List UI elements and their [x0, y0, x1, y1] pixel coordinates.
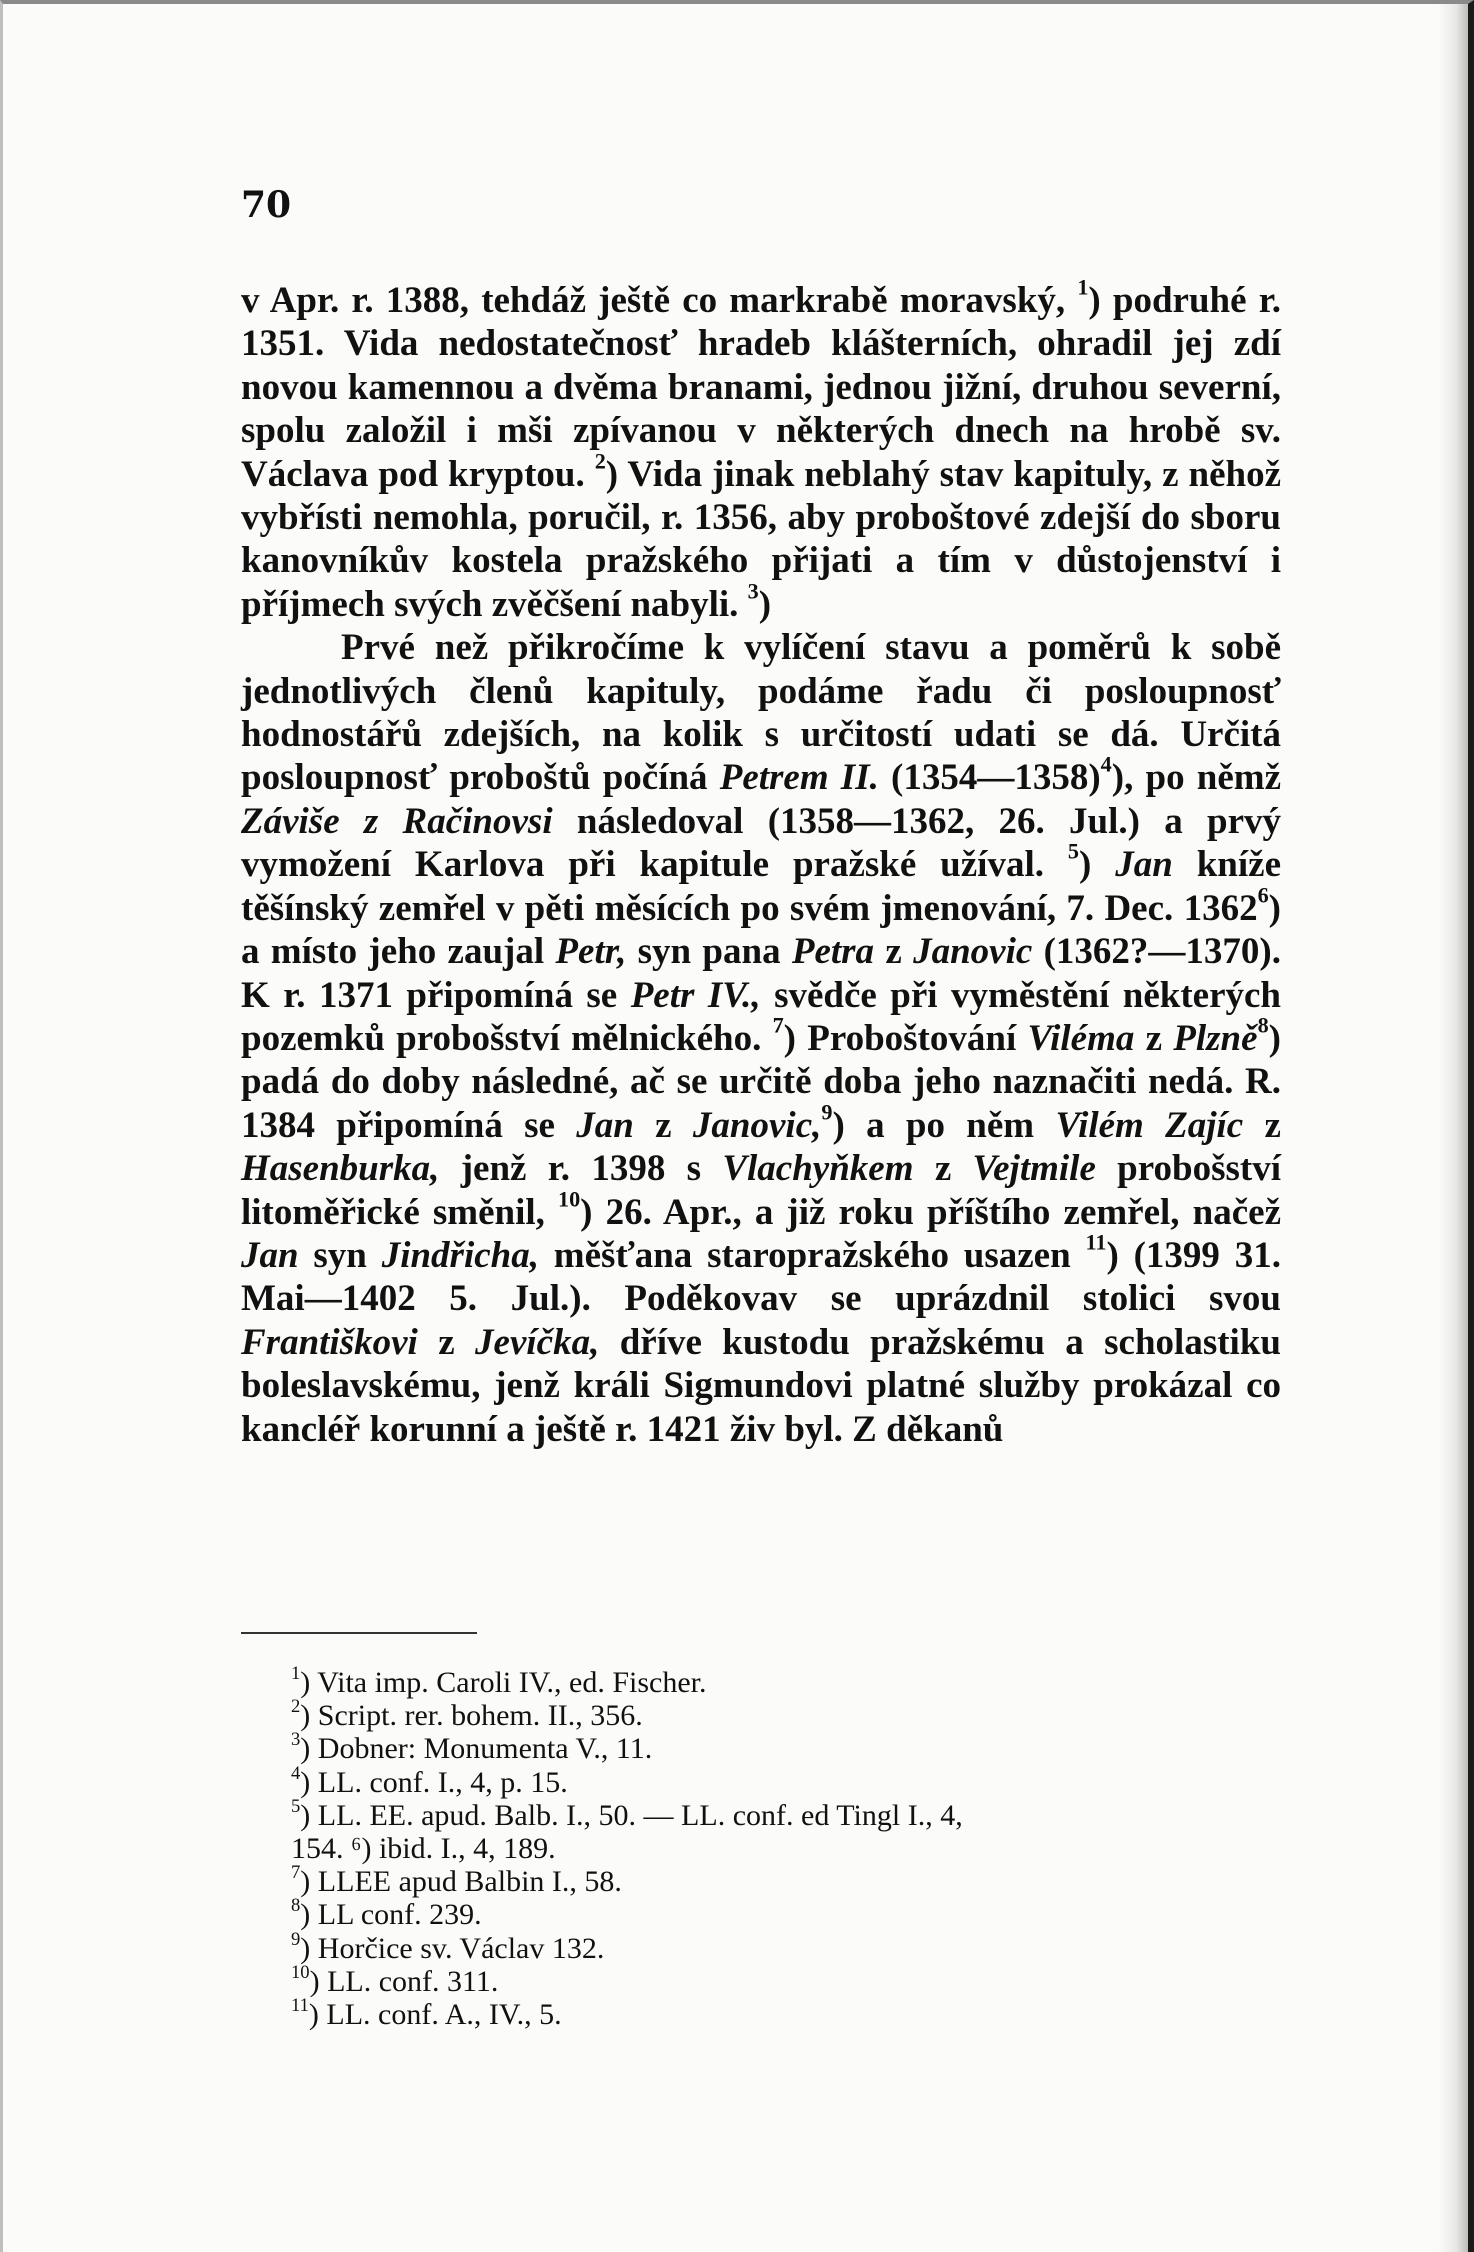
- text-run: (1354—1358): [878, 757, 1101, 799]
- footnote-number: 3: [291, 1729, 301, 1751]
- footnote-item: [291, 1795, 1271, 1832]
- footnote-number: 10: [291, 1961, 310, 1983]
- footnote-ref: 1: [1077, 274, 1089, 300]
- text-run: ) Vida jinak neblahý stav kapituly, z něhož vybřísti nemohla, poručil, r. 1356, aby proboštové zdejší do sboru kanovníkův kostela pražského přijati a tím v důstojenství i příjmech svých zvěčšení nabyli.: [241, 453, 1281, 625]
- paragraph-2: [241, 626, 1281, 1451]
- footnote-ref: 4: [1100, 751, 1112, 777]
- footnote-text: ) LL. conf. I., 4, p. 15.: [300, 1765, 568, 1799]
- text-run: syn pana: [626, 931, 792, 973]
- italic-name: Vejtmile: [972, 1148, 1096, 1190]
- footnote-text: ) LLEE apud Balbin I., 58.: [300, 1865, 622, 1899]
- footnote-ref: 3: [747, 578, 759, 604]
- footnote-text: 154. ⁶) ibid. I., 4, 189.: [291, 1832, 556, 1866]
- italic-name: Františkovi: [241, 1321, 418, 1363]
- text-run: svědče při vyměstění některých pozemků probošství mělnického.: [241, 974, 1281, 1059]
- italic-name: Petr IV.,: [630, 974, 761, 1016]
- footnote-item: [291, 1662, 1271, 1699]
- italic-name: Hasenburka,: [241, 1148, 440, 1190]
- text-run: ) (1399 31. Mai—1402 5. Jul.). Poděkovav se uprázdnil stolici svou: [241, 1234, 1281, 1320]
- text-run: ) padá do doby následné, ač se určitě doba jeho naznačiti nedá. R. 1384 připomíná se: [241, 1017, 1281, 1146]
- footnote-number: 1: [291, 1662, 301, 1684]
- text-run: měšťana staropražského usazen: [538, 1234, 1086, 1276]
- footnote-ref: 8: [1257, 1012, 1269, 1038]
- italic-name: Janovic,: [692, 1104, 822, 1146]
- text-run: ) Proboštování: [783, 1017, 1028, 1059]
- page-number: 70: [241, 184, 292, 226]
- footnote-text: ) LL conf. 239.: [300, 1898, 482, 1932]
- italic-name: Jan: [576, 1104, 634, 1146]
- footnote-text: ) LL. EE. apud. Balb. I., 50. — LL. conf. ed Tingl I., 4,: [300, 1798, 963, 1832]
- footnote-number: 9: [291, 1928, 301, 1950]
- footnote-item: [291, 1762, 1271, 1799]
- text-run: ) a po něm: [832, 1104, 1056, 1146]
- page-edge-shadow: [1438, 4, 1468, 2252]
- italic-name: Záviše z Račinovsi: [241, 800, 553, 842]
- footnote-ref: 6: [1257, 881, 1269, 907]
- text-run: v Apr. r. 1388, tehdáž ještě co markrabě moravský,: [241, 280, 1078, 321]
- footnote-text: ) Vita imp. Caroli IV., ed. Fischer.: [300, 1666, 707, 1699]
- text-run: jenž r. 1398 s: [439, 1148, 723, 1190]
- text-run: syn: [298, 1234, 382, 1276]
- footnote-ref: 2: [594, 447, 606, 473]
- text-run: z: [1243, 1104, 1281, 1146]
- footnote-ref: 5: [1067, 838, 1079, 864]
- italic-name: Jindřicha,: [381, 1234, 539, 1276]
- italic-name: Vlachyňkem: [722, 1148, 914, 1190]
- footnote-number: 8: [291, 1895, 301, 1917]
- footnote-number: 7: [291, 1862, 301, 1884]
- footnote-number: 4: [291, 1762, 301, 1784]
- footnote-ref: 9: [821, 1098, 833, 1124]
- footnote-item: [291, 1696, 1271, 1733]
- footnote-ref: 7: [772, 1012, 784, 1038]
- italic-name: Vilém Zajíc: [1055, 1104, 1244, 1146]
- footnote-separator: [241, 1632, 477, 1634]
- footnote-text: ) LL. conf. A., IV., 5.: [308, 1998, 562, 2032]
- text-run: kníže těšínský zemřel v pěti měsících po svém jmenování, 7. Dec. 1362: [241, 844, 1282, 929]
- italic-name: Petr,: [555, 931, 627, 973]
- footnotes: [291, 1662, 1271, 2032]
- paragraph-1: [241, 274, 1281, 626]
- footnote-item: [291, 1729, 1271, 1766]
- text-run: z: [1134, 1017, 1174, 1059]
- italic-name: Petra: [791, 931, 875, 973]
- footnote-number: 5: [291, 1795, 301, 1817]
- italic-name: Jan: [241, 1234, 299, 1276]
- italic-name: Petrem II.: [719, 757, 879, 799]
- footnote-item: [291, 1995, 1271, 2032]
- text-run: probošství litoměřické směnil,: [241, 1148, 1281, 1233]
- main-text: [241, 274, 1282, 1451]
- text-run: následoval (1358—1362, 26. Jul.) a prvý vymožení Karlova při kapitule pražské užíval.: [241, 800, 1281, 886]
- text-run: z: [913, 1148, 973, 1190]
- text-run: dříve kustodu pražskému a scholastiku boleslavskému, jenž králi Sigmundovi platné služby prokázal co kancléř korunní a ještě r. 1421 živ byl. Z děkanů: [241, 1321, 1281, 1450]
- text-run: ) a místo jeho zaujal: [241, 887, 1281, 973]
- footnote-ref: 11: [1085, 1229, 1107, 1255]
- italic-name: Plzně: [1173, 1017, 1258, 1059]
- text-run: z: [633, 1104, 693, 1146]
- text-run: ): [758, 583, 772, 625]
- italic-name: Janovic: [913, 931, 1033, 973]
- footnote-ref: 10: [557, 1185, 581, 1211]
- footnote-text: ) Dobner: Monumenta V., 11.: [300, 1732, 653, 1766]
- text-run: ) 26. Apr., a již roku příštího zemřel, načež: [580, 1191, 1282, 1233]
- text-run: z: [417, 1321, 476, 1363]
- footnote-item: [291, 1928, 1271, 1965]
- text-run: Prvé než přikročíme k vylíčení stavu a poměrů k sobě jednotlivých členů kapituly, podáme řadu či posloupnosť hodnostářů zdejších, na kolik s určitostí udati se dá. Určitá posloupnosť proboštů počíná: [241, 627, 1281, 799]
- footnote-number: 11: [291, 1995, 309, 2017]
- footnote-item: [291, 1895, 1271, 1932]
- footnote-item: [291, 1832, 1271, 1865]
- footnote-text: ) Horčice sv. Václav 132.: [300, 1931, 605, 1965]
- footnote-text: ) LL. conf. 311.: [309, 1964, 499, 1998]
- italic-name: Jevíčka,: [475, 1321, 600, 1363]
- italic-name: Jan: [1115, 844, 1173, 886]
- footnote-item: [291, 1862, 1271, 1899]
- text-run: ), po němž: [1111, 757, 1281, 799]
- footnote-item: [291, 1961, 1271, 1998]
- text-run: ): [1079, 844, 1116, 886]
- italic-name: Viléma: [1027, 1017, 1135, 1059]
- text-run: (1362?—1370). K r. 1371 připomíná se: [241, 931, 1281, 1016]
- text-run: ) podruhé r. 1351. Vida nedostatečnosť hradeb klášterních, ohradil jej zdí novou kamennou a dvěma branami, jednou jižní, druhou severní, spolu založil i mši zpívanou v některých dnech na hrobě sv. Václava pod kryptou.: [241, 280, 1281, 495]
- footnote-text: ) Script. rer. bohem. II., 356.: [300, 1699, 643, 1733]
- footnote-number: 2: [291, 1696, 301, 1718]
- text-run: z: [874, 931, 914, 973]
